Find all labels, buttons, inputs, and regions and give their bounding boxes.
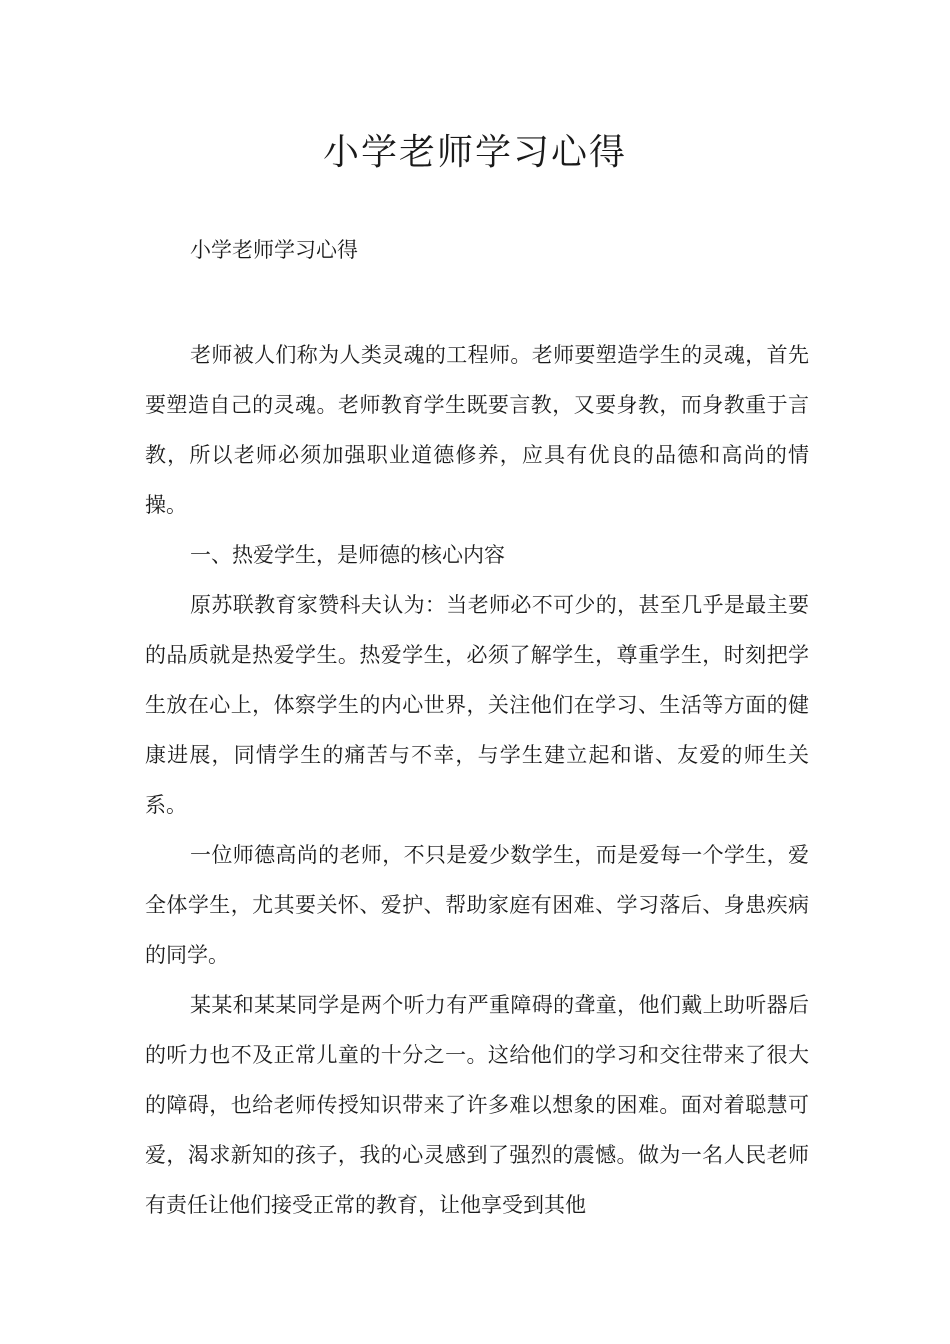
section-heading-1: 一、热爱学生，是师德的核心内容: [190, 543, 505, 567]
document-title: 小学老师学习心得: [322, 132, 627, 173]
paragraph-love-all: 一位师德高尚的老师，不只是爱少数学生，而是爱每一个学生，爱全体学生，尤其要关怀、爱护、帮助家庭有困难、学习落后、身患疾病的同学。: [145, 843, 809, 967]
paragraph-intro: 老师被人们称为人类灵魂的工程师。老师要塑造学生的灵魂，首先要塑造自己的灵魂。老师教育学生既要言教，又要身教，而身教重于言教，所以老师必须加强职业道德修养，应具有优良的品德和高尚的情操。: [145, 343, 809, 517]
document-body: [145, 330, 809, 1230]
document-subtitle: 小学老师学习心得: [190, 238, 358, 262]
paragraph-deaf-students: 某某和某某同学是两个听力有严重障碍的聋童，他们戴上助听器后的听力也不及正常儿童的十分之一。这给他们的学习和交往带来了很大的障碍，也给老师传授知识带来了许多难以想象的困难。面对着聪慧可爱，渴求新知的孩子，我的心灵感到了强烈的震憾。做为一名人民老师有责任让他们接受正常的教育，让他享受到其他: [145, 993, 809, 1217]
paragraph-zankov: 原苏联教育家赞科夫认为：当老师必不可少的，甚至几乎是最主要的品质就是热爱学生。热爱学生，必须了解学生，尊重学生，时刻把学生放在心上，体察学生的内心世界，关注他们在学习、生活等方面的健康进展，同情学生的痛苦与不幸，与学生建立起和谐、友爱的师生关系。: [145, 593, 809, 817]
